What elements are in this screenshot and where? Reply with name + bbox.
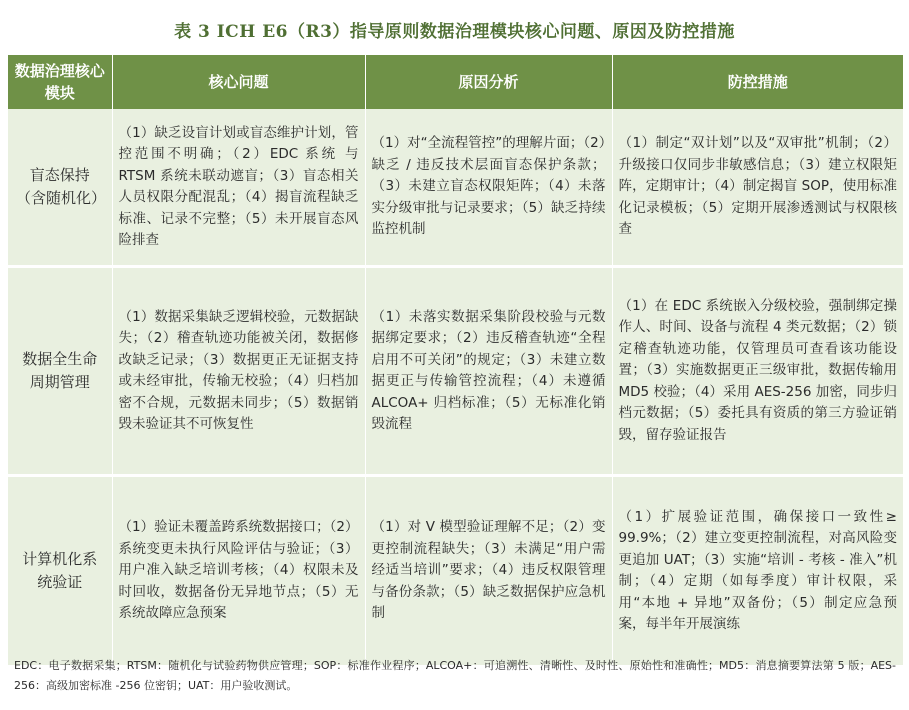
- table-row: [8, 476, 903, 667]
- row-causes: （1）对“全流程管控”的理解片面；（2）缺乏 / 违反技术层面盲态保护条款；（3）未建立盲态权限矩阵；（4）未落实分级审批与记录要求；（5）缺乏持续监控机制: [365, 109, 612, 267]
- header-problems: 核心问题: [112, 55, 365, 109]
- table-caption: 表 3 ICH E6（R3）指导原则数据治理模块核心问题、原因及防控措施: [174, 22, 735, 42]
- row-measures: （1）制定“双计划”以及“双审批”机制；（2）升级接口仅同步非敏感信息；（3）建立权限矩阵，定期审计；（4）制定揭盲 SOP，使用标准化记录模板；（5）定期开展渗透测试与权限核查: [612, 109, 903, 267]
- governance-table: [8, 55, 903, 668]
- table-row: [8, 267, 903, 476]
- table-row: [8, 109, 903, 267]
- row-measures: （1）在 EDC 系统嵌入分级校验，强制绑定操作人、时间、设备与流程 4 类元数据；（2）锁定稽查轨迹功能，仅管理员可查看该功能设置；（3）实施数据更正三级审批，数据传输用 MD5 校验；（4）采用 AES-256 加密，同步归档元数据；（5）委托具有资质的第三方验证销毁，留存验证报告: [612, 267, 903, 476]
- table-header-row: [8, 55, 903, 109]
- header-module: 数据治理核心模块: [8, 55, 112, 109]
- row-measures: （1）扩展验证范围，确保接口一致性≥ 99.9%；（2）建立变更控制流程，对高风险变更追加 UAT；（3）实施“培训 - 考核 - 准入”机制；（4）定期（如每季度）审计权限，采用“本地 + 异地”双备份；（5）制定应急预案，每半年开展演练: [612, 476, 903, 667]
- row-problems: （1）验证未覆盖跨系统数据接口；（2）系统变更未执行风险评估与验证；（3）用户准入缺乏培训考核；（4）权限未及时回收，数据备份无异地节点；（5）无系统故障应急预案: [112, 476, 365, 667]
- abbreviation-footnote: EDC：电子数据采集；RTSM：随机化与试验药物供应管理；SOP：标准作业程序；ALCOA+：可追溯性、清晰性、及时性、原始性和准确性；MD5：消息摘要算法第 5 版；AES-256：高级加密标准 -256 位密钥；UAT：用户验收测试。: [14, 659, 896, 692]
- row-module: 计算机化系统验证: [8, 476, 112, 667]
- row-module: 盲态保持（含随机化）: [8, 109, 112, 267]
- row-problems: （1）数据采集缺乏逻辑校验，元数据缺失；（2）稽查轨迹功能被关闭，数据修改缺乏记录；（3）数据更正无证据支持或未经审批，传输无校验；（4）归档加密不合规，元数据未同步；（5）数据销毁未验证其不可恢复性: [112, 267, 365, 476]
- row-problems: （1）缺乏设盲计划或盲态维护计划，管控范围不明确；（2）EDC 系统 与 RTSM 系统未联动遮盲；（3）盲态相关人员权限分配混乱；（4）揭盲流程缺乏标准、记录不完整；（5）未开展盲态风险排查: [112, 109, 365, 267]
- header-measures: 防控措施: [612, 55, 903, 109]
- row-causes: （1）对 V 模型验证理解不足；（2）变更控制流程缺失；（3）未满足“用户需经适当培训”要求；（4）违反权限管理与备份条款；（5）缺乏数据保护应急机制: [365, 476, 612, 667]
- header-causes: 原因分析: [365, 55, 612, 109]
- row-causes: （1）未落实数据采集阶段校验与元数据绑定要求；（2）违反稽查轨迹“全程启用不可关闭”的规定；（3）未建立数据更正与传输管控流程；（4）未遵循 ALCOA+ 归档标准；（5）无标准化销毁流程: [365, 267, 612, 476]
- row-module: 数据全生命周期管理: [8, 267, 112, 476]
